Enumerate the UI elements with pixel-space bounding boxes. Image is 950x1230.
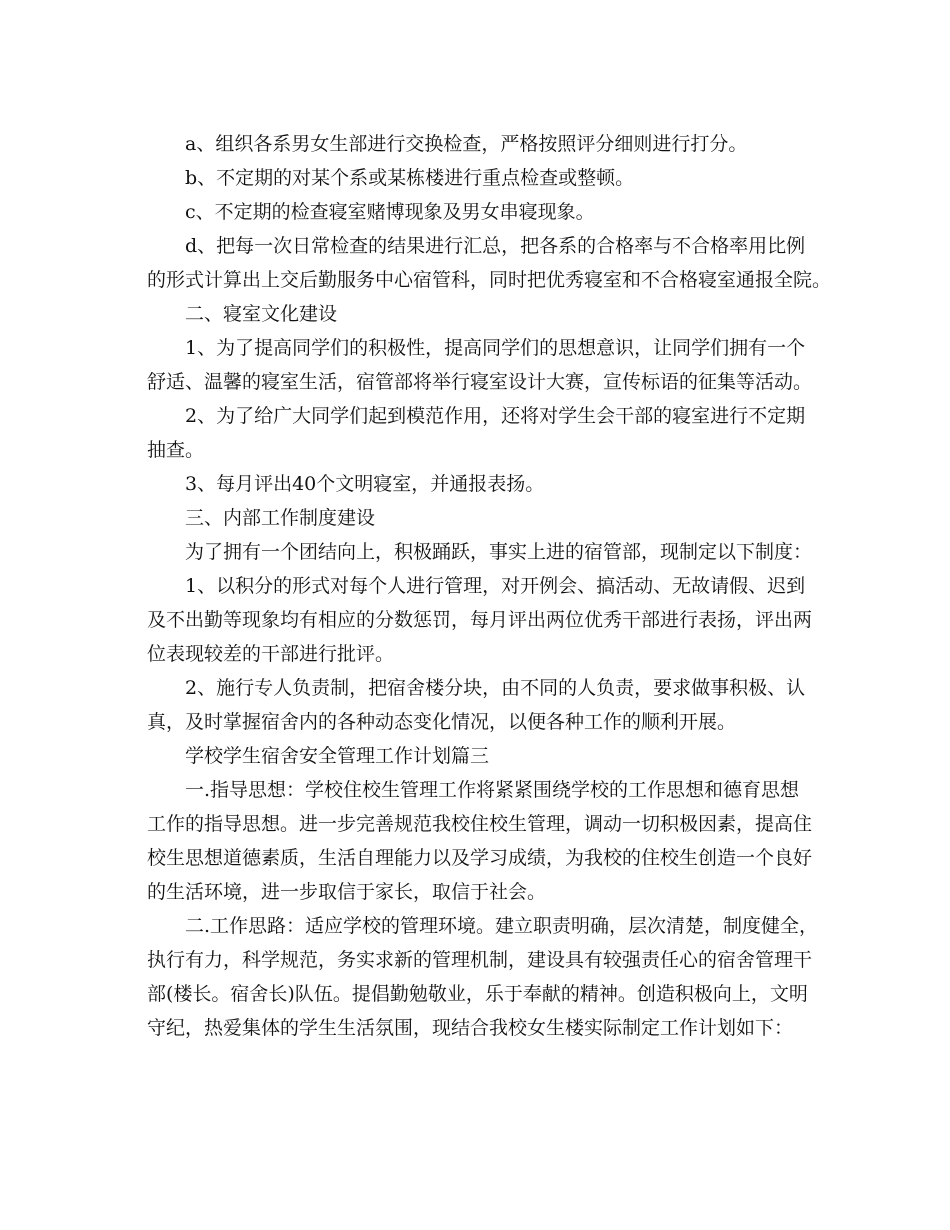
text-line: 守纪，热爱集体的学生生活氛围，现结合我校女生楼实际制定工作计划如下： [147, 1017, 794, 1039]
text-line: c、不定期的检查寝室赌博现象及男女串寝现象。 [185, 201, 595, 223]
text-line: 为了拥有一个团结向上，积极踊跃，事实上进的宿管部，现制定以下制度： [185, 541, 813, 563]
text-line: 校生思想道德素质，生活自理能力以及学习成绩，为我校的住校生创造一个良好 [147, 847, 813, 869]
text-line: d、把每一次日常检查的结果进行汇总，把各系的合格率与不合格率用比例 [185, 235, 806, 257]
text-line: 的生活环境，进一步取信于家长，取信于社会。 [147, 881, 547, 903]
text-line: 二、寝室文化建设 [185, 303, 338, 325]
text-line: 1、以积分的形式对每个人进行管理，对开例会、搞活动、无故请假、迟到 [185, 575, 806, 597]
text-line: 执行有力，科学规范，务实求新的管理机制，建设具有较强责任心的宿舍管理干 [147, 949, 813, 971]
text-line: a、组织各系男女生部进行交换检查，严格按照评分细则进行打分。 [185, 133, 748, 155]
text-line: 2、施行专人负责制，把宿舍楼分块，由不同的人负责，要求做事积极、认 [185, 677, 806, 699]
text-line: 三、内部工作制度建设 [185, 507, 376, 529]
text-line: 位表现较差的干部进行批评。 [147, 643, 395, 665]
text-line: 工作的指导思想。进一步完善规范我校住校生管理，调动一切积极因素，提高住 [147, 813, 813, 835]
text-line: 2、为了给广大同学们起到模范作用，还将对学生会干部的寝室进行不定期 [185, 405, 806, 427]
text-line: b、不定期的对某个系或某栋楼进行重点检查或整顿。 [185, 167, 635, 189]
text-line: 抽查。 [147, 439, 205, 461]
text-line: 的形式计算出上交后勤服务中心宿管科，同时把优秀寝室和不合格寝室通报全院。 [147, 269, 832, 291]
text-line: 部(楼长。宿舍长)队伍。提倡勤勉敬业，乐于奉献的精神。创造积极向上，文明 [147, 983, 808, 1005]
text-line: 二.工作思路：适应学校的管理环境。建立职责明确，层次清楚，制度健全， [185, 915, 819, 937]
text-line: 及不出勤等现象均有相应的分数惩罚，每月评出两位优秀干部进行表扬，评出两 [147, 609, 813, 631]
text-line: 学校学生宿舍安全管理工作计划篇三 [185, 745, 490, 767]
text-line: 一.指导思想：学校住校生管理工作将紧紧围绕学校的工作思想和德育思想 [185, 779, 800, 801]
text-line: 舒适、温馨的寝室生活，宿管部将举行寝室设计大赛，宣传标语的征集等活动。 [147, 371, 813, 393]
text-line: 3、每月评出40个文明寝室，并通报表扬。 [185, 473, 545, 495]
text-line: 真，及时掌握宿舍内的各种动态变化情况，以便各种工作的顺利开展。 [147, 711, 737, 733]
text-line: 1、为了提高同学们的积极性，提高同学们的思想意识，让同学们拥有一个 [185, 337, 806, 359]
document-body [147, 127, 832, 1045]
